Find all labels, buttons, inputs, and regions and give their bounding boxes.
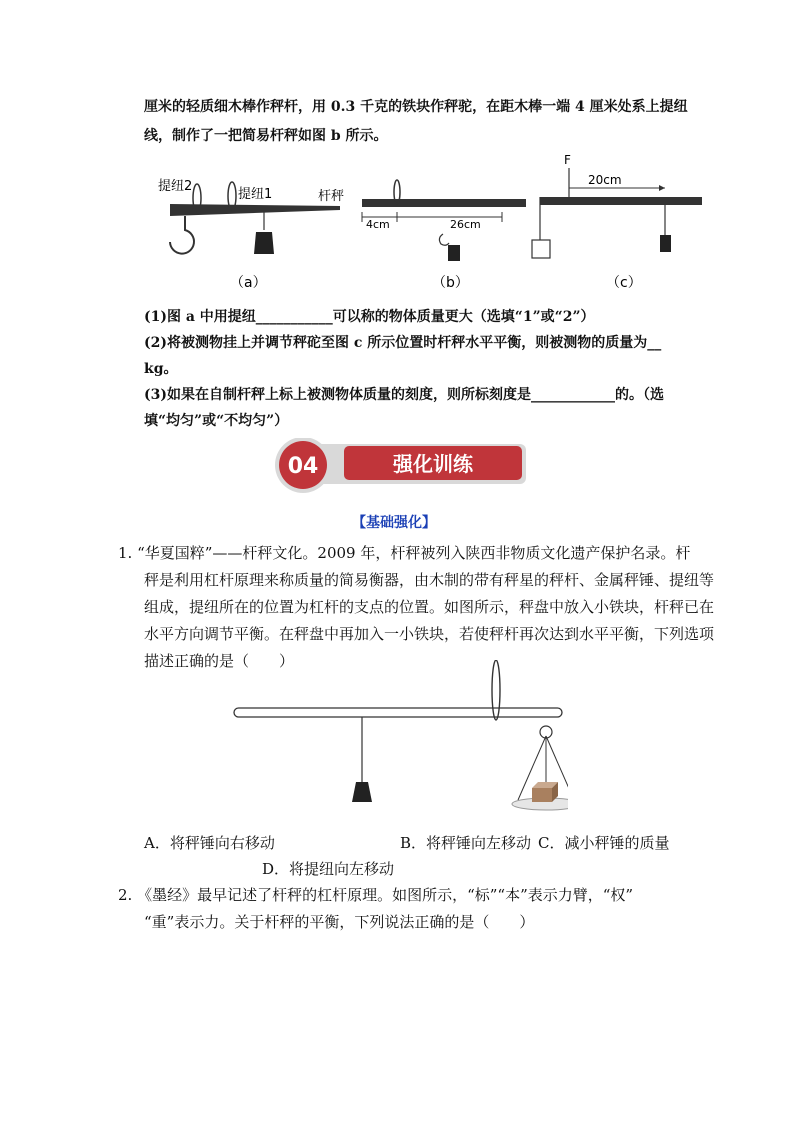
label-20cm: 20cm <box>588 173 622 187</box>
label-ganchen: 杆秤 <box>318 189 345 204</box>
hook-icon <box>170 216 194 254</box>
weight-b <box>448 245 460 261</box>
question-3-line-1: (3)如果在自制杆秤上标上被测物体质量的刻度，则所标刻度是____________的。（选 <box>144 387 664 403</box>
intro-line-2: 线，制作了一把简易杆秤如图 b 所示。 <box>144 128 388 144</box>
problem2-line-1: 2. 《墨经》最早记述了杆秤的杠杆原理。如图所示，“标”“本”表示力臂，“权” <box>118 886 634 904</box>
beam-c <box>540 197 702 205</box>
problem1-line-5: 描述正确的是（ ） <box>144 652 295 670</box>
option-d: D．将提纽向左移动 <box>262 860 395 878</box>
option-b: B．将秤锤向左移动 <box>400 834 532 852</box>
intro-line-1: 厘米的轻质细木棒作秤杆，用 0.3 千克的铁块作秤驼，在距木棒一端 4 厘米处系上提纽 <box>144 99 688 115</box>
label-F: F <box>564 153 571 167</box>
steelyard-weight <box>352 782 372 802</box>
question-3-line-2: 填“均匀”或“不均匀”） <box>144 413 289 429</box>
label-tiniu1: 提纽1 <box>238 187 273 202</box>
beam-b <box>362 199 526 207</box>
problem2-line-2: “重”表示力。关于杆秤的平衡，下列说法正确的是（ ） <box>144 913 535 931</box>
subsection-title: 【基础强化】 <box>352 515 436 531</box>
section-banner <box>270 438 530 494</box>
label-4cm: 4cm <box>366 218 390 231</box>
steelyard-figure <box>228 660 568 825</box>
question-1: (1)图 a 中用提纽___________可以称的物体质量更大（选填“1”或“2”） <box>144 309 595 325</box>
object-box-c <box>532 240 550 258</box>
lever-figure-abc <box>140 150 720 300</box>
caption-b: （b） <box>432 275 469 291</box>
banner-title: 强化训练 <box>393 452 473 476</box>
option-c: C．减小秤锤的质量 <box>538 834 670 852</box>
label-tiniu2: 提纽2 <box>158 179 193 194</box>
caption-c: （c） <box>606 275 642 291</box>
banner-number: 04 <box>287 454 319 479</box>
problem1-line-3: 组成，提纽所在的位置为杠杆的支点的位置。如图所示，秤盘中放入小铁块，杆秤已在 <box>144 598 715 616</box>
problem1-line-2: 秤是利用杠杆原理来称质量的简易衡器，由木制的带有秤星的秤杆、金属秤锤、提纽等 <box>144 571 715 589</box>
problem1-line-1: 1. “华夏国粹”——杆秤文化。2009 年，杆秤被列入陕西非物质文化遗产保护名录。杆 <box>118 544 691 562</box>
steelyard-beam <box>234 708 562 717</box>
weight-c <box>660 235 671 252</box>
weight-a <box>254 232 274 254</box>
problem1-line-4: 水平方向调节平衡。在秤盘中再加入一小铁块，若使秤杆再次达到水平平衡，下列选项 <box>144 625 715 643</box>
question-2-line-2: kg。 <box>144 361 178 377</box>
label-26cm: 26cm <box>450 218 481 231</box>
caption-a: （a） <box>230 275 267 291</box>
question-2-line-1: (2)将被测物挂上并调节秤砣至图 c 所示位置时杆秤水平平衡，则被测物的质量为__ <box>144 335 662 351</box>
option-a: A．将秤锤向右移动 <box>144 834 275 852</box>
